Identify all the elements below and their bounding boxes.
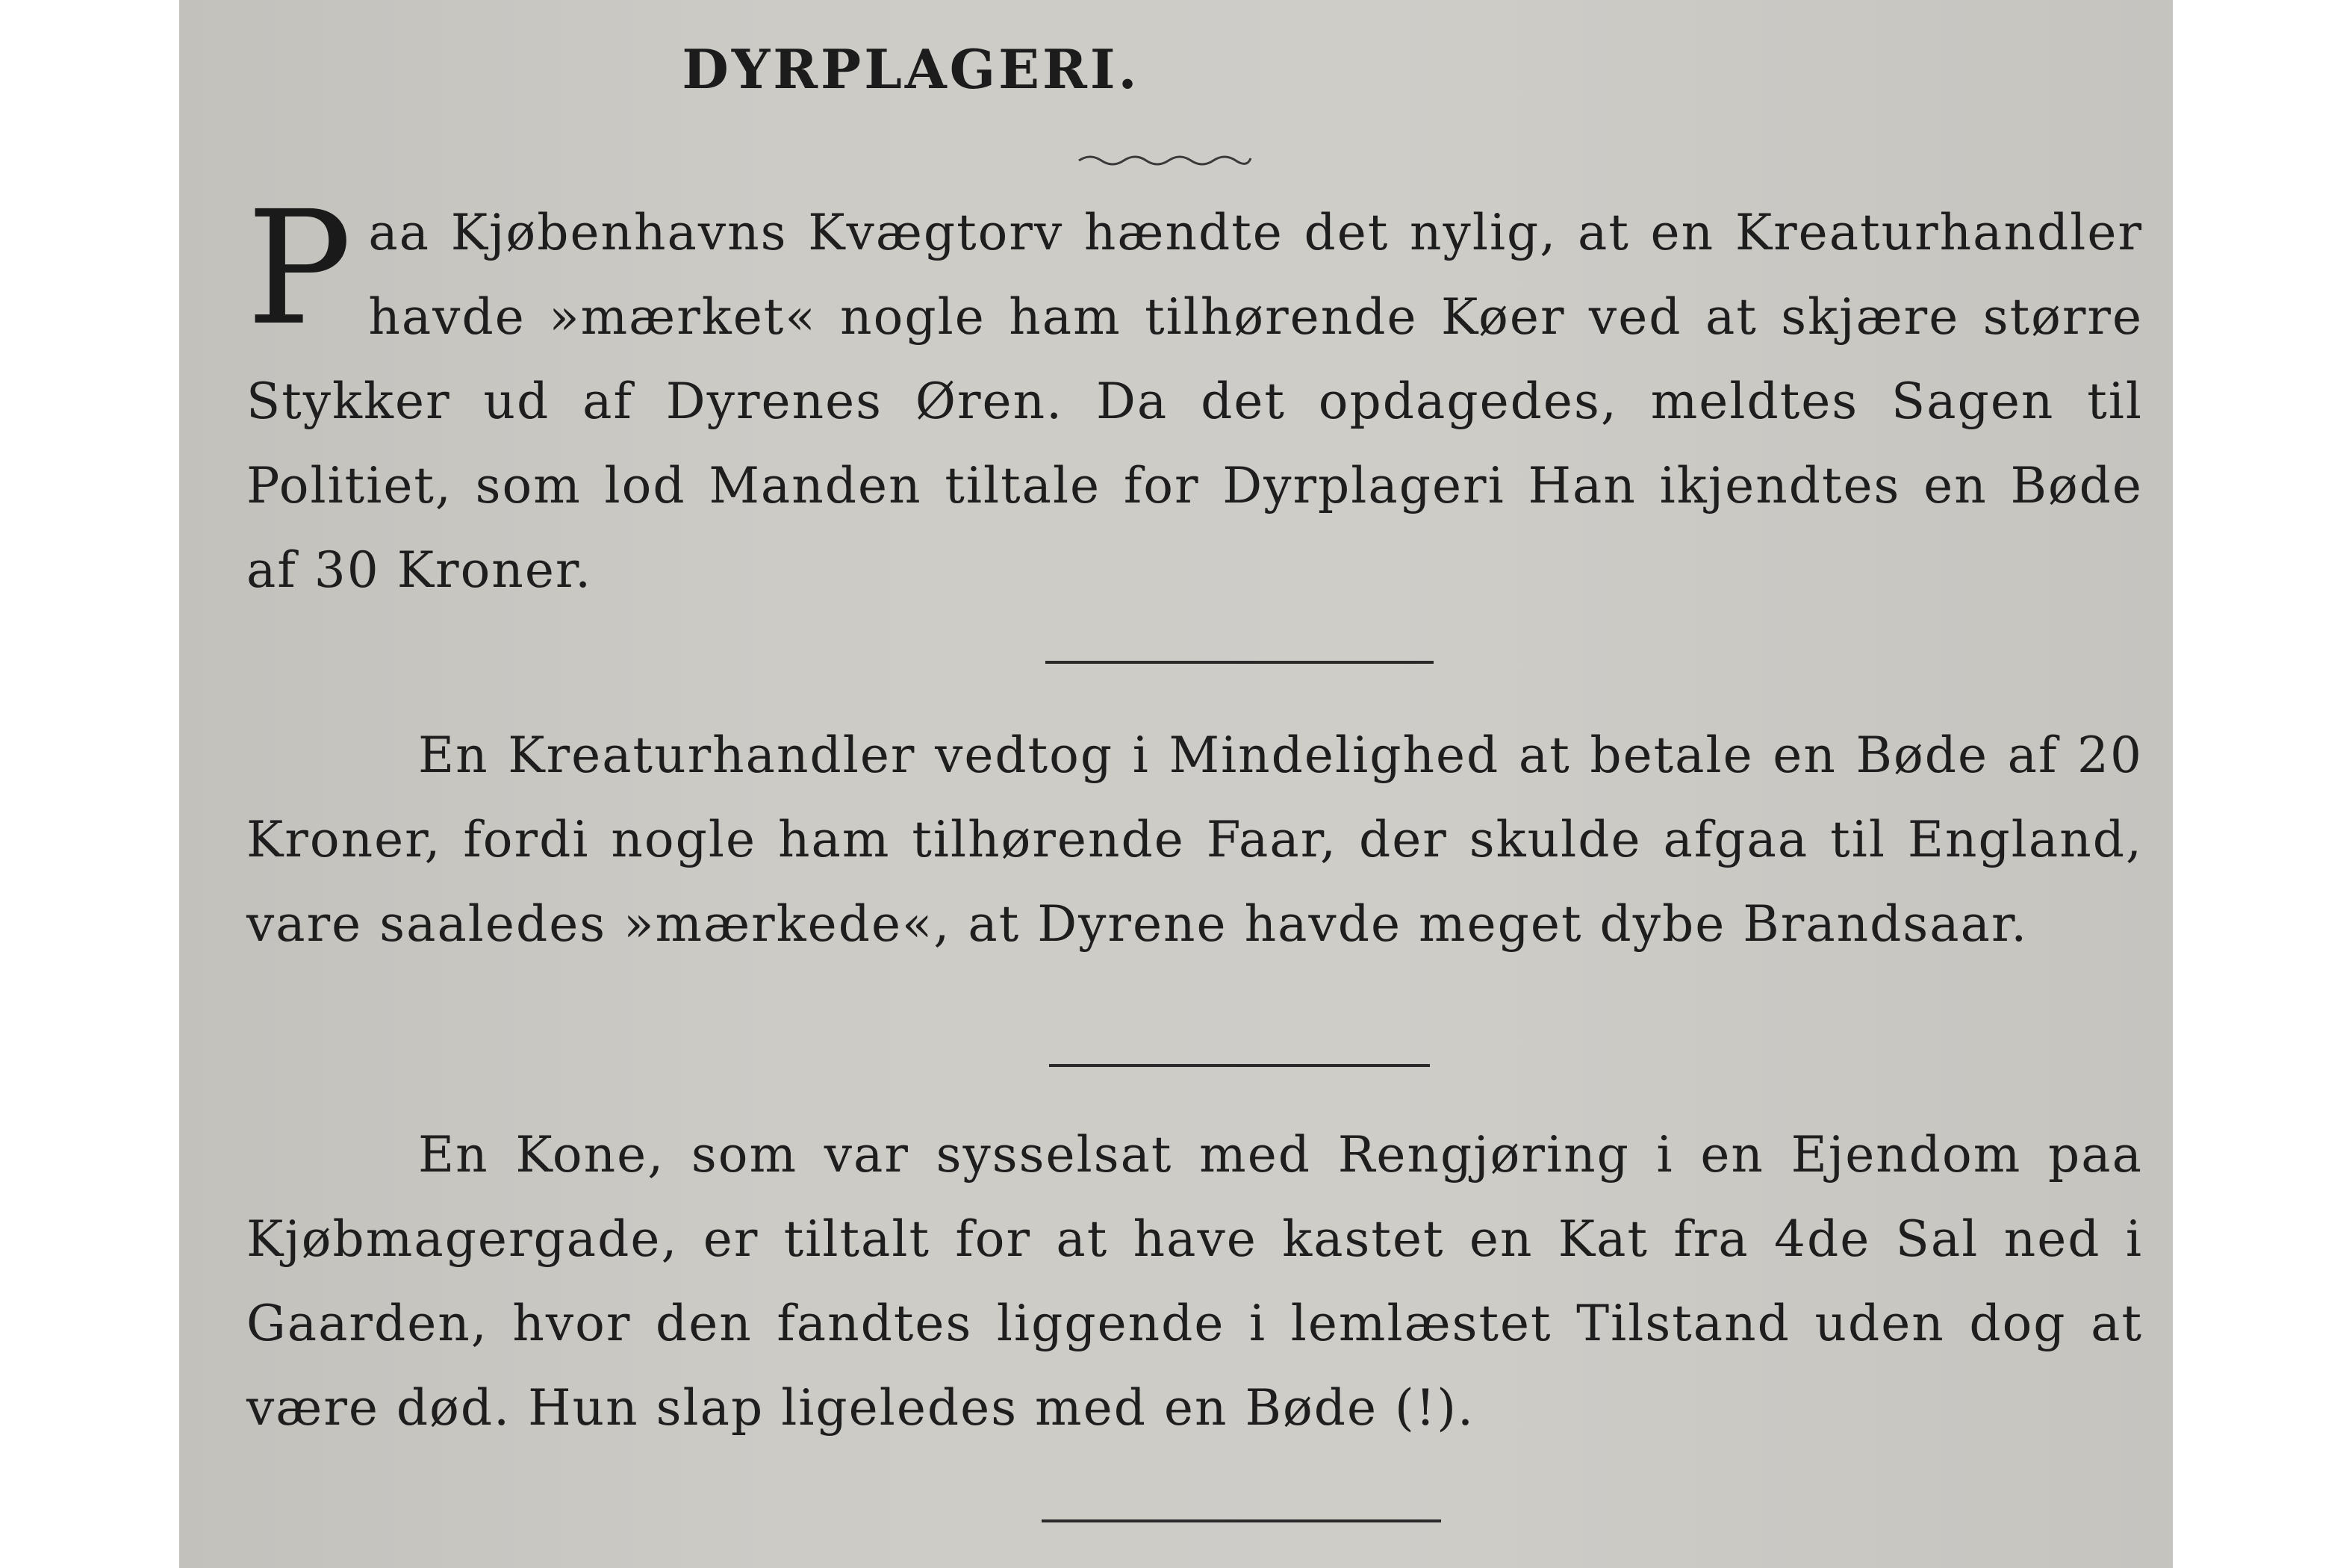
paragraph-3: En Kone, som var sysselsat med Rengjøring i en Ejendom paa Kjøbmagergade, er tiltalt for at have kastet en Kat fra 4de Sal ned i Gaarden, hvor den fandtes liggende i lemlæstet Tilstand uden dog at være død. Hun slap ligeledes med en Bøde (!).: [246, 1126, 2143, 1437]
paragraph-1: [246, 177, 2143, 612]
paragraph-2: En Kreaturhandler vedtog i Mindelighed at betale en Bøde af 20 Kroner, fordi nogle ham tilhørende Faar, der skulde afgaa til England, vare saaledes »mærkede«, at Dyrene havde meget dybe Brandsaar.: [246, 727, 2143, 953]
section-divider: [1042, 1519, 1441, 1522]
drop-cap: P: [246, 177, 354, 360]
section-divider: [1049, 1064, 1430, 1067]
title-ornament: [1075, 149, 1254, 172]
article-title: DYRPLAGERI.: [682, 37, 1140, 101]
document-page: [179, 0, 2173, 1568]
section-divider: [1045, 661, 1434, 664]
paragraph-1-text: aa Kjøbenhavns Kvægtorv hændte det nylig, at en Kreaturhandler havde »mærket« nogle ham tilhørende Køer ved at skjære større Stykker ud af Dyrenes Øren. Da det opdagedes, meldtes Sagen til Politiet, som lod Manden tiltale for Dyrplageri Han ikjendtes en Bøde af 30 Kroner.: [246, 204, 2143, 599]
